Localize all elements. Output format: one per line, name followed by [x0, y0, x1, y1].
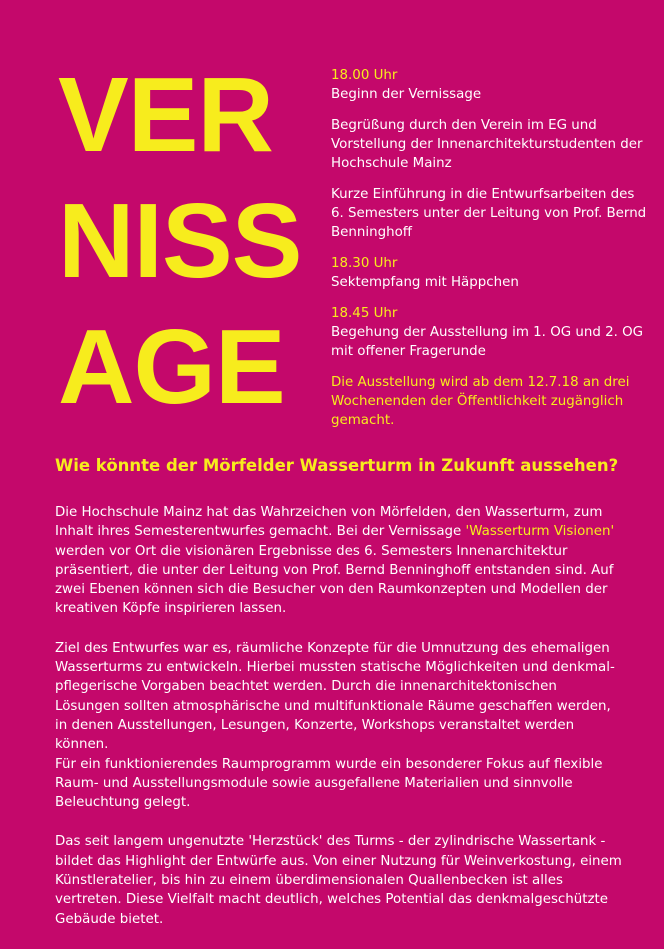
program-item-welcome: Begrüßung durch den Verein im EG und Vorstellung der Innenarchitekturstudenten der Hochschule Mainz [331, 118, 643, 171]
paragraph-1 [55, 503, 625, 619]
title-line-1: VER [58, 56, 273, 174]
paragraph-1-start: Die Hochschule Mainz hat das Wahrzeichen von Mörfelden, den Wasserturm, zum Inhalt ihres Semesterentwurfes gemacht. Bei der Vernissage [55, 505, 603, 540]
title-line-3: AGE [58, 308, 285, 426]
paragraph-1-end: werden vor Ort die visionären Ergebnisse des 6. Semesters Innenarchitektur präsentiert, die unter der Leitung von Prof. Bernd Benninghoff entstanden sind. Auf zwei Ebenen können sich die Besucher von den Raumkonzepten und Modellen der kreativen Köpfe inspirieren lassen. [55, 543, 614, 617]
exhibition-name: 'Wasserturm Visionen' [465, 524, 615, 540]
paragraph-3: Das seit langem ungenutzte 'Herzstück' des Turms - der zylindrische Wassertank - bildet das Highlight der Entwürfe aus. Von einer Nutzung für Weinverkostung, einem Künstleratelier, bis hin zu einem überdimensionalen Quallenbecken ist alles vertreten. Diese Vielfalt macht deutlich, welches Potential das denkmalgeschützte Gebäude bietet. [55, 834, 622, 927]
exhibition-notice: Die Ausstellung wird ab dem 12.7.18 an drei Wochenenden der Öffentlichkeit zugänglich gemacht. [331, 375, 630, 428]
program-schedule [331, 66, 651, 442]
title-line-2: NISS [58, 182, 302, 300]
body-text [55, 503, 625, 949]
time-1830: 18.30 Uhr [331, 256, 398, 271]
paragraph-2b: Für ein funktionierendes Raumprogramm wurde ein besonderer Fokus auf flexible Raum- und Ausstellungsmodule sowie ausgefallene Materialien und sinnvolle Beleuchtung gelegt. [55, 756, 603, 811]
program-item-start: Beginn der Vernissage [331, 87, 482, 102]
paragraph-2a: Ziel des Entwurfes war es, räumliche Konzepte für die Umnutzung des ehemaligen Wasserturms zu entwickeln. Hierbei mussten statische Möglichkeiten und denkmal-pflegerische Vorgaben beachtet werden. Durch die innenarchitektonischen Lösungen sollten atmosphärische und multifunktionale Räume geschaffen werden, in denen Ausstellungen, Lesungen, Konzerte, Workshops veranstaltet werden können. [55, 640, 615, 753]
program-item-intro: Kurze Einführung in die Entwurfsarbeiten des 6. Semesters unter der Leitung von Prof. Bernd Benninghoff [331, 187, 647, 240]
time-1800: 18.00 Uhr [331, 68, 398, 83]
time-1845: 18.45 Uhr [331, 306, 398, 321]
headline: Wie könnte der Mörfelder Wasserturm in Zukunft aussehen? [55, 456, 619, 475]
program-item-reception: Sektempfang mit Häppchen [331, 275, 519, 290]
paragraph-2 [55, 639, 625, 813]
program-item-tour: Begehung der Ausstellung im 1. OG und 2. OG mit offener Fragerunde [331, 325, 644, 359]
